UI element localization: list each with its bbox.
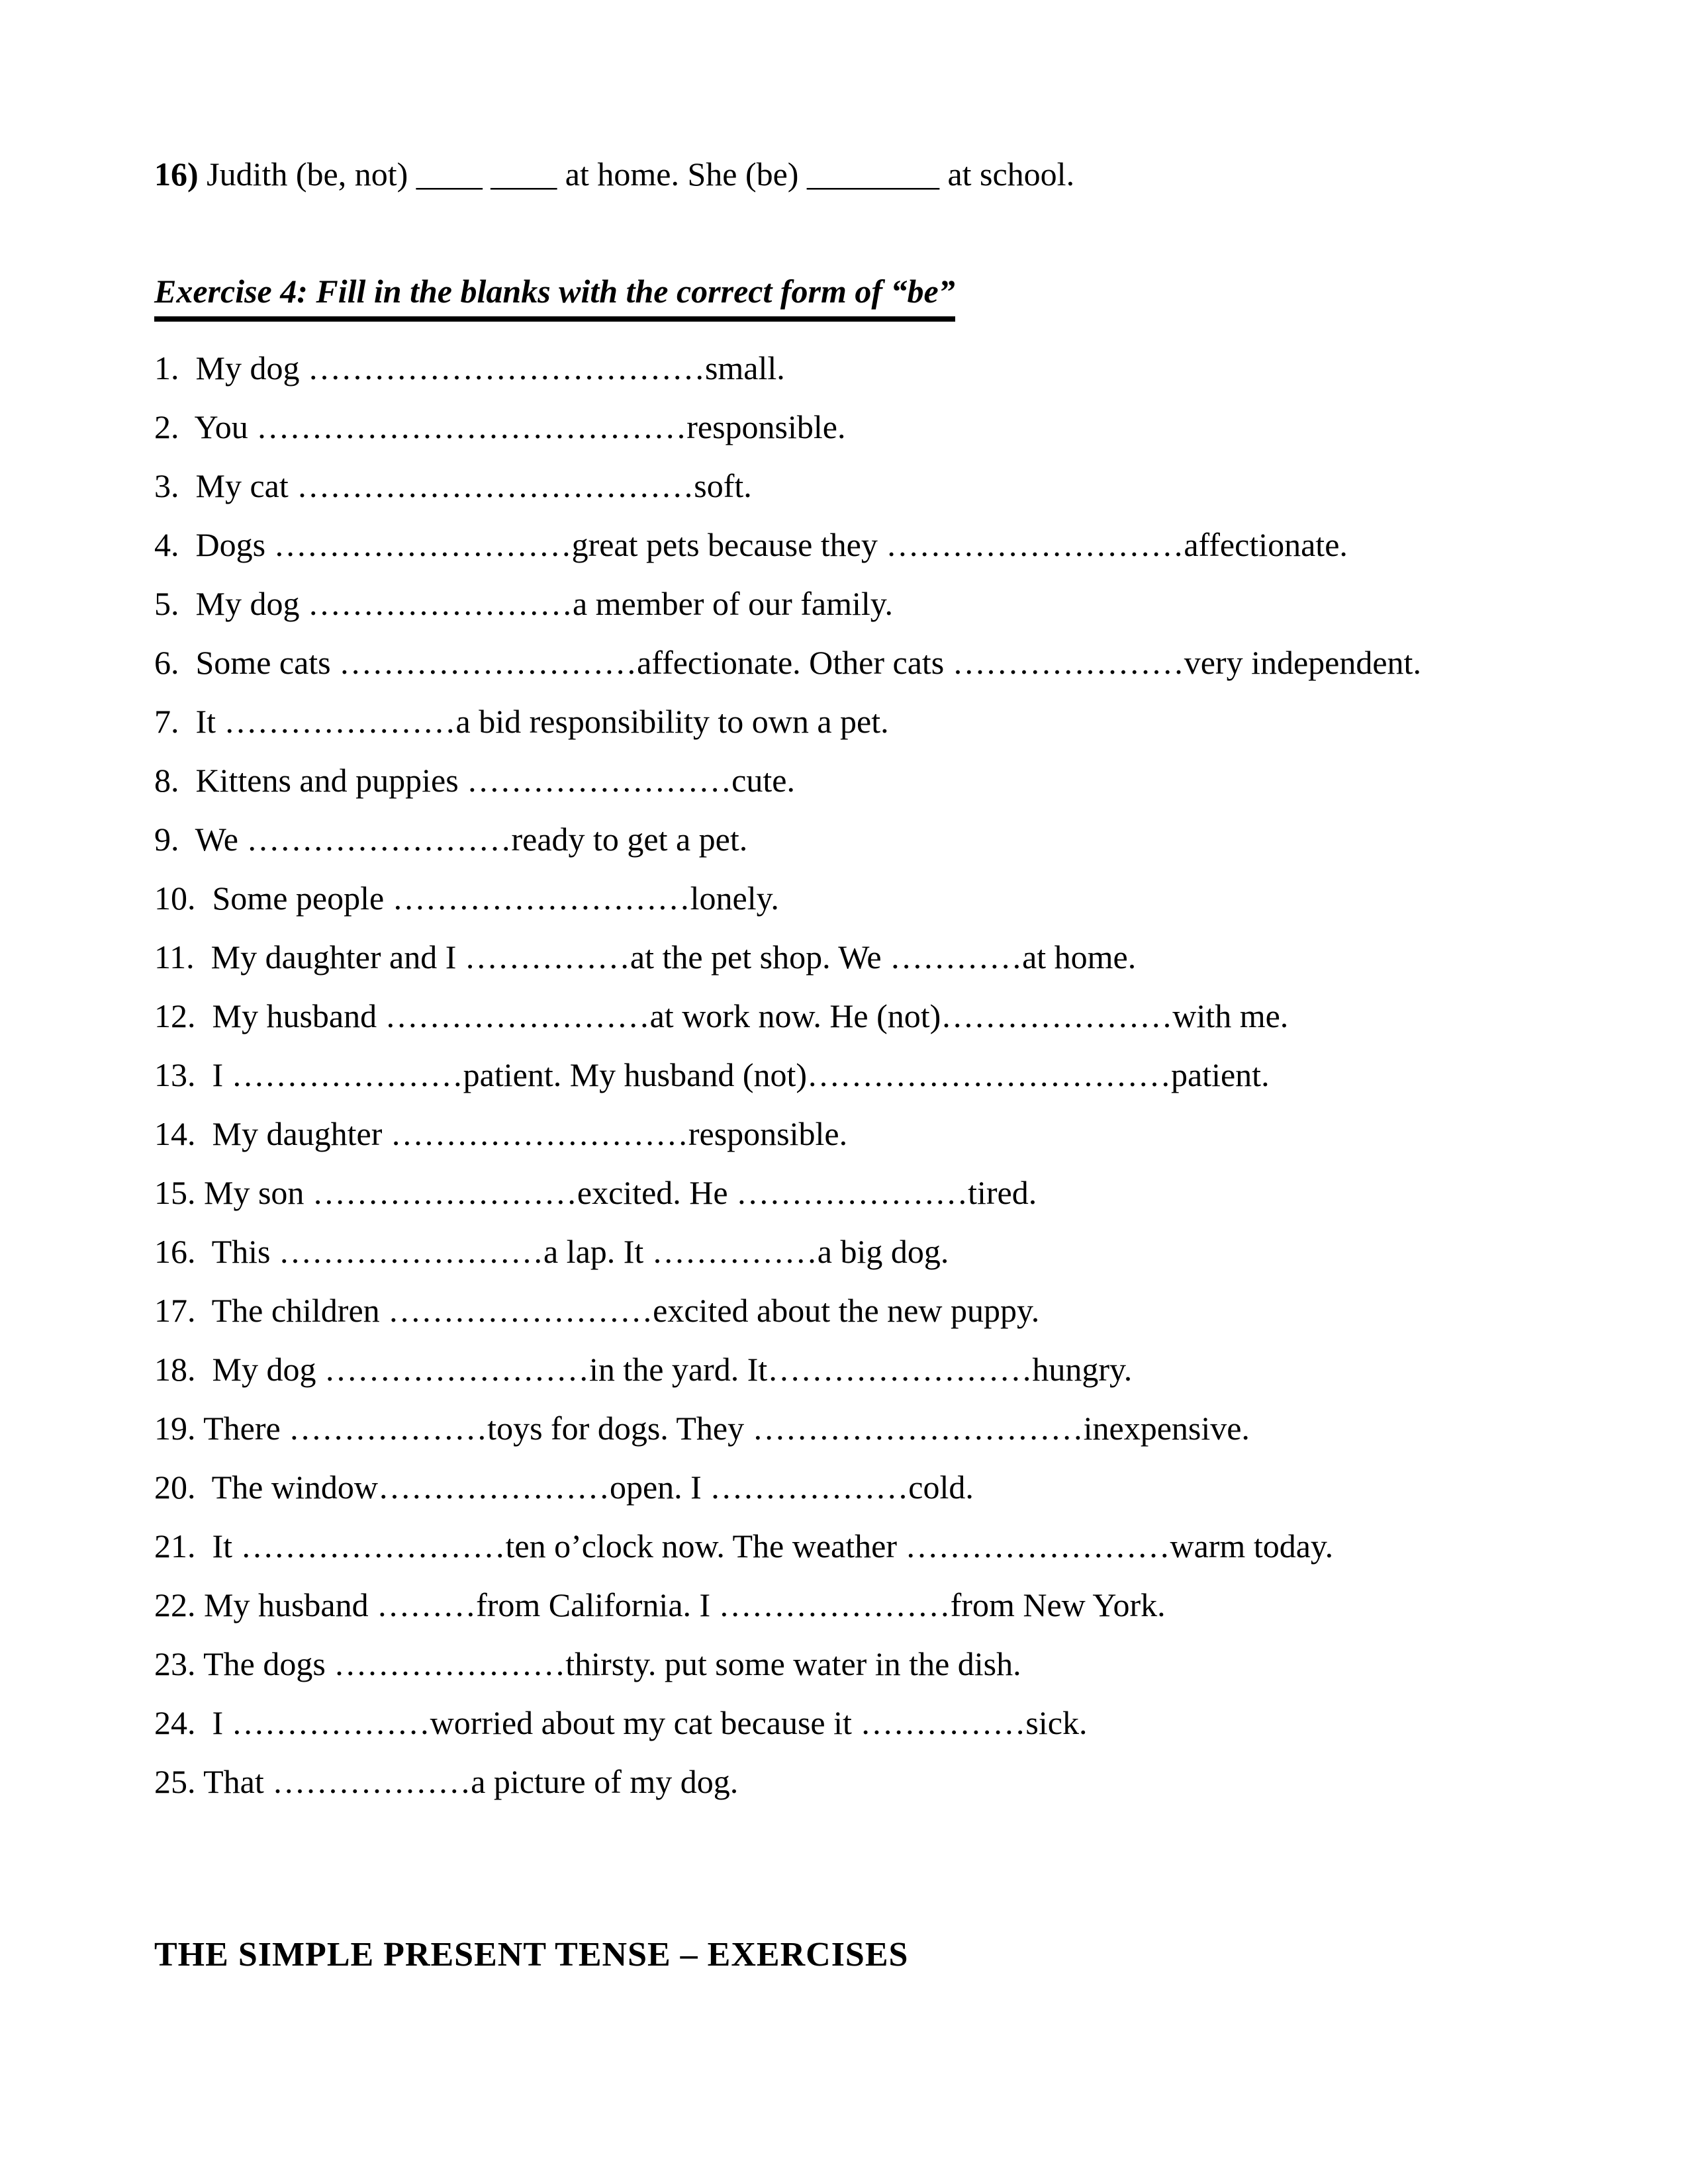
fill-blank-item-23	[154, 1635, 1542, 1694]
fill-blank-item-7	[154, 692, 1542, 751]
item-text: Some people ………………………lonely.	[195, 880, 779, 917]
fill-blank-item-21	[154, 1517, 1542, 1576]
item-number: 5.	[154, 585, 179, 622]
item-text: My son ……………………excited. He …………………tired.	[195, 1174, 1037, 1211]
fill-blank-item-18	[154, 1340, 1542, 1399]
item-number: 13.	[154, 1056, 196, 1093]
question-16	[154, 154, 1542, 195]
item-number: 19.	[154, 1410, 196, 1447]
fill-blank-list	[154, 339, 1542, 1811]
fill-blank-item-11	[154, 928, 1542, 987]
item-text: I …………………patient. My husband (not)……………………………patient.	[195, 1056, 1270, 1093]
item-number: 16.	[154, 1233, 196, 1270]
item-text: I ………………worried about my cat because it ……………sick.	[195, 1704, 1088, 1741]
item-text: My dog ………………………………small.	[179, 349, 785, 387]
fill-blank-item-1	[154, 339, 1542, 398]
fill-blank-item-6	[154, 633, 1542, 692]
item-text: My dog ……………………a member of our family.	[179, 585, 894, 622]
item-number: 8.	[154, 762, 179, 799]
item-number: 12.	[154, 997, 196, 1034]
item-text: It ……………………ten o’clock now. The weather ……………………warm today.	[195, 1527, 1334, 1565]
item-number: 23.	[154, 1645, 196, 1682]
item-text: My daughter and I ……………at the pet shop. We …………at home.	[194, 938, 1137, 976]
item-number: 7.	[154, 703, 179, 740]
fill-blank-item-22	[154, 1576, 1542, 1635]
item-text: My daughter ………………………responsible.	[195, 1115, 848, 1152]
fill-blank-item-13	[154, 1046, 1542, 1105]
fill-blank-item-3	[154, 457, 1542, 516]
item-text: We ……………………ready to get a pet.	[179, 821, 748, 858]
item-text: The dogs …………………thirsty. put some water in the dish.	[195, 1645, 1021, 1682]
fill-blank-item-24	[154, 1694, 1542, 1752]
section-heading	[154, 1934, 1542, 1976]
fill-blank-item-9	[154, 810, 1542, 869]
item-text: That ………………a picture of my dog.	[195, 1763, 739, 1800]
fill-blank-item-19	[154, 1399, 1542, 1458]
fill-blank-item-2	[154, 398, 1542, 457]
item-number: 4.	[154, 526, 179, 563]
item-number: 15.	[154, 1174, 196, 1211]
exercise-4-heading-text: Exercise 4: Fill in the blanks with the correct form of “be”	[154, 271, 955, 322]
item-text: The children ……………………excited about the new puppy.	[195, 1292, 1040, 1329]
fill-blank-item-14	[154, 1105, 1542, 1163]
item-number: 11.	[154, 938, 195, 976]
fill-blank-item-12	[154, 987, 1542, 1046]
item-number: 2.	[154, 408, 179, 445]
fill-blank-item-20	[154, 1458, 1542, 1517]
item-text: You …………………………………responsible.	[179, 408, 846, 445]
item-number: 3.	[154, 467, 179, 504]
fill-blank-item-15	[154, 1163, 1542, 1222]
item-number: 22.	[154, 1586, 196, 1623]
item-text: There ………………toys for dogs. They …………………………inexpensive.	[195, 1410, 1250, 1447]
fill-blank-item-8	[154, 751, 1542, 810]
item-text: The window…………………open. I ………………cold.	[195, 1469, 974, 1506]
item-number: 9.	[154, 821, 179, 858]
fill-blank-item-10	[154, 869, 1542, 928]
item-text: My cat ………………………………soft.	[179, 467, 752, 504]
item-text: It …………………a bid responsibility to own a pet.	[179, 703, 889, 740]
item-text: Dogs ………………………great pets because they ………………………affectionate.	[179, 526, 1348, 563]
exercise-4-heading	[154, 271, 1542, 322]
fill-blank-item-25	[154, 1752, 1542, 1811]
question-16-number: 16)	[154, 156, 199, 193]
question-16-text: Judith (be, not) ____ ____ at home. She (be) ________ at school.	[198, 156, 1075, 193]
item-text: This ……………………a lap. It ……………a big dog.	[195, 1233, 949, 1270]
item-number: 18.	[154, 1351, 196, 1388]
section-heading-text: THE SIMPLE PRESENT TENSE – EXERCISES	[154, 1936, 909, 1974]
item-text: My husband ……………………at work now. He (not)…………………with me.	[195, 997, 1289, 1034]
fill-blank-item-17	[154, 1281, 1542, 1340]
item-number: 14.	[154, 1115, 196, 1152]
item-text: My husband ………from California. I …………………from New York.	[195, 1586, 1166, 1623]
item-number: 24.	[154, 1704, 196, 1741]
item-text: My dog ……………………in the yard. It……………………hungry.	[195, 1351, 1133, 1388]
item-number: 25.	[154, 1763, 196, 1800]
item-text: Some cats ………………………affectionate. Other cats …………………very independent.	[179, 644, 1421, 681]
fill-blank-item-5	[154, 574, 1542, 633]
item-number: 6.	[154, 644, 179, 681]
item-number: 10.	[154, 880, 196, 917]
fill-blank-item-4	[154, 516, 1542, 574]
item-number: 20.	[154, 1469, 196, 1506]
item-number: 17.	[154, 1292, 196, 1329]
item-number: 1.	[154, 349, 179, 387]
item-number: 21.	[154, 1527, 196, 1565]
fill-blank-item-16	[154, 1222, 1542, 1281]
item-text: Kittens and puppies ……………………cute.	[179, 762, 795, 799]
